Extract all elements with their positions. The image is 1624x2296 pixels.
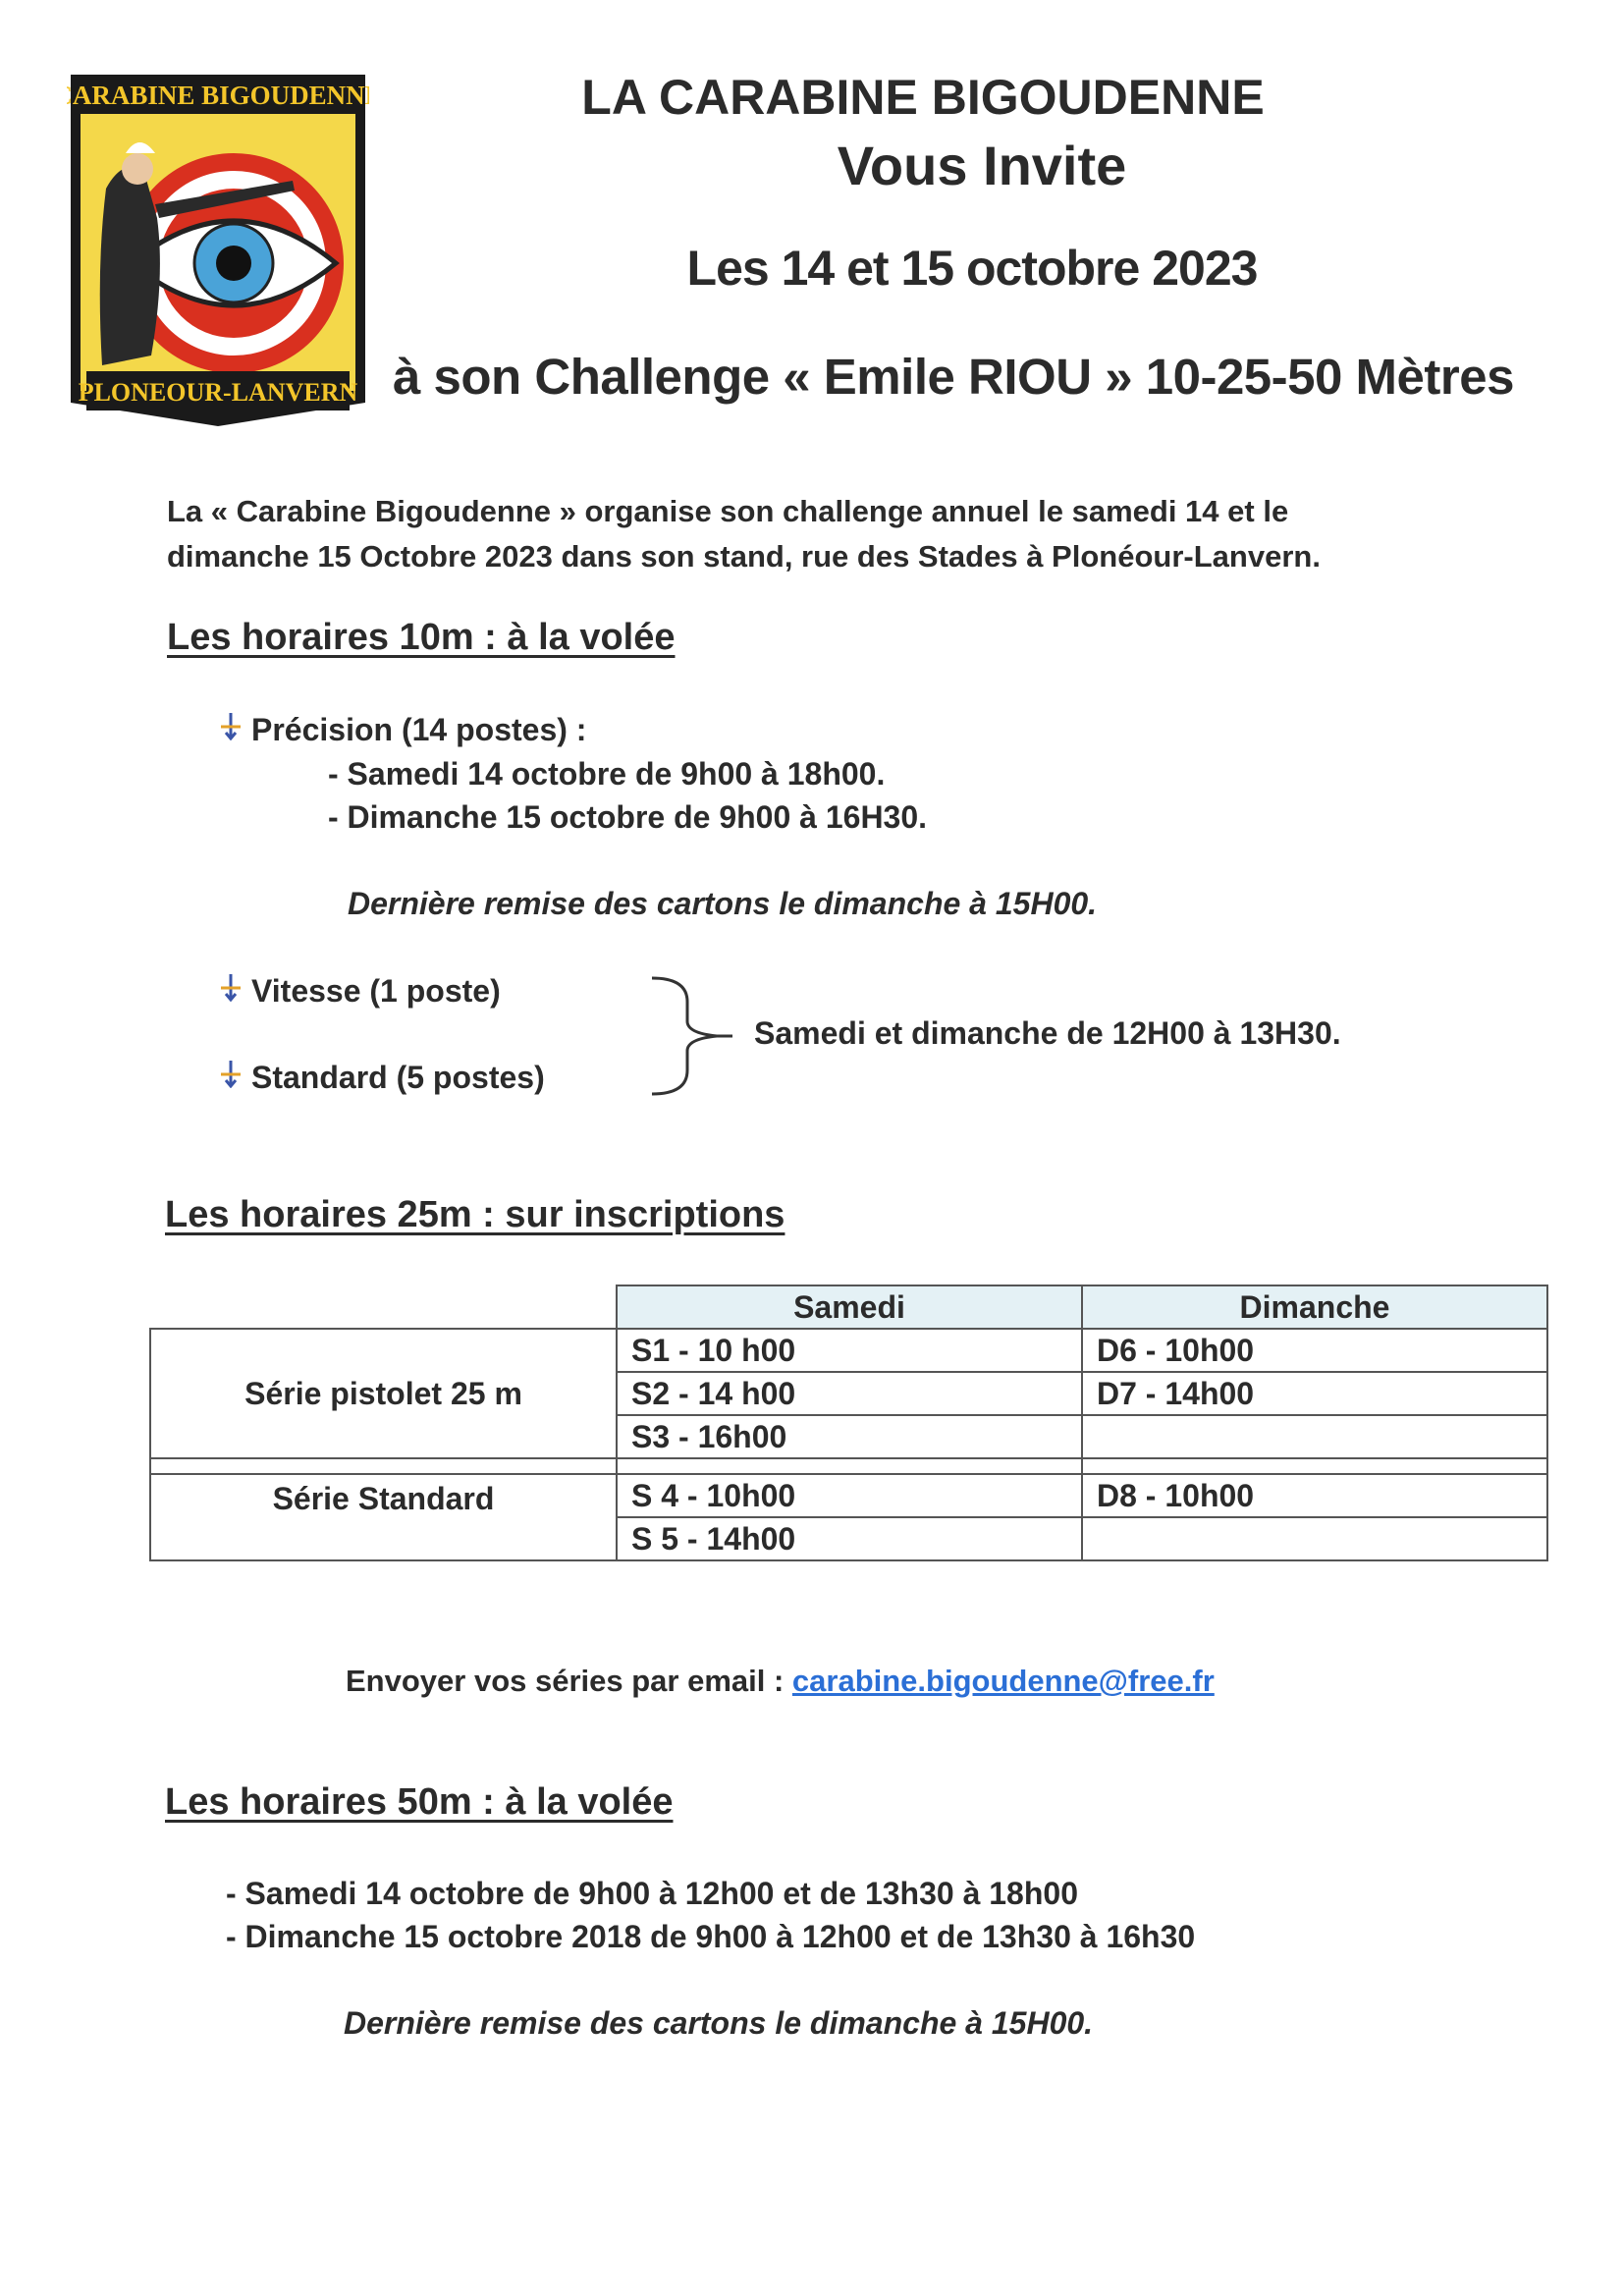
standard-sun-slot-1: D8 - 10h00 [1082, 1474, 1547, 1517]
standard-item [218, 1059, 545, 1096]
intro-line-2: dimanche 15 Octobre 2023 dans son stand, rue des Stades à Plonéour-Lanvern. [167, 539, 1321, 574]
table-row [150, 1474, 1547, 1517]
header-sunday: Dimanche [1082, 1285, 1547, 1329]
arrow-bullet-icon [218, 1059, 251, 1096]
table-header-row [150, 1285, 1547, 1329]
club-crest-emblem [67, 71, 369, 430]
precision-saturday: - Samedi 14 octobre de 9h00 à 18h00. [328, 756, 886, 792]
precision-label: Précision (14 postes) : [251, 712, 587, 747]
email-link[interactable]: carabine.bigoudenne@free.fr [791, 1664, 1215, 1698]
arrow-bullet-icon [218, 972, 251, 1010]
challenge-title: à son Challenge « Emile RIOU » 10-25-50 Mètres [393, 349, 1514, 405]
email-instruction [346, 1664, 1215, 1699]
vitesse-label: Vitesse (1 poste) [251, 973, 501, 1009]
page-title: LA CARABINE BIGOUDENNE [581, 70, 1265, 125]
standard-sun-slot-2 [1082, 1517, 1547, 1560]
table-spacer-row [150, 1458, 1547, 1474]
header-saturday: Samedi [617, 1285, 1082, 1329]
pistol-sat-slot-1: S1 - 10 h00 [617, 1329, 1082, 1372]
intro-paragraph [167, 489, 1443, 579]
precision-sunday: - Dimanche 15 octobre de 9h00 à 16H30. [328, 799, 928, 835]
rifle50-saturday: - Samedi 14 octobre de 9h00 à 12h00 et de 13h30 à 18h00 [226, 1876, 1078, 1911]
svg-text:CARABINE BIGOUDENNE: CARABINE BIGOUDENNE [67, 81, 369, 110]
intro-line-1: La « Carabine Bigoudenne » organise son challenge annuel le samedi 14 et le [167, 494, 1289, 528]
rifle50-last-card-note: Dernière remise des cartons le dimanche à 15H00. [344, 2005, 1094, 2041]
standard-sat-slot-1: S 4 - 10h00 [617, 1474, 1082, 1517]
pistol-sat-slot-2: S2 - 14 h00 [617, 1372, 1082, 1415]
club-logo [67, 71, 369, 430]
row-label-standard: Série Standard [150, 1474, 617, 1560]
pistol-sat-slot-3: S3 - 16h00 [617, 1415, 1082, 1458]
precision-last-card-note: Dernière remise des cartons le dimanche à 15H00. [348, 886, 1098, 921]
event-dates: Les 14 et 15 octobre 2023 [686, 241, 1258, 296]
svg-text:PLONEOUR-LANVERN: PLONEOUR-LANVERN [78, 378, 358, 407]
section-25m-title: Les horaires 25m : sur inscriptions [165, 1194, 785, 1235]
vitesse-standard-hours: Samedi et dimanche de 12H00 à 13H30. [754, 1015, 1341, 1051]
arrow-bullet-icon [218, 711, 251, 748]
section-10m-title: Les horaires 10m : à la volée [167, 617, 676, 658]
pistol-sun-slot-2: D7 - 14h00 [1082, 1372, 1547, 1415]
vitesse-item [218, 972, 501, 1010]
row-label-pistol: Série pistolet 25 m [150, 1329, 617, 1458]
precision-item [218, 711, 586, 748]
table-row [150, 1329, 1547, 1372]
section-50m-title: Les horaires 50m : à la volée [165, 1781, 674, 1823]
pistol-sun-slot-3 [1082, 1415, 1547, 1458]
table-corner-cell [150, 1285, 617, 1329]
pistol-sun-slot-1: D6 - 10h00 [1082, 1329, 1547, 1372]
standard-label: Standard (5 postes) [251, 1060, 545, 1095]
rifle50-sunday: - Dimanche 15 octobre 2018 de 9h00 à 12h00 et de 13h30 à 16h30 [226, 1919, 1196, 1954]
invite-subtitle: Vous Invite [837, 135, 1127, 196]
standard-sat-slot-2: S 5 - 14h00 [617, 1517, 1082, 1560]
right-brace-icon [648, 972, 736, 1100]
schedule-25m-table [149, 1285, 1548, 1561]
email-label: Envoyer vos séries par email : [346, 1664, 792, 1698]
